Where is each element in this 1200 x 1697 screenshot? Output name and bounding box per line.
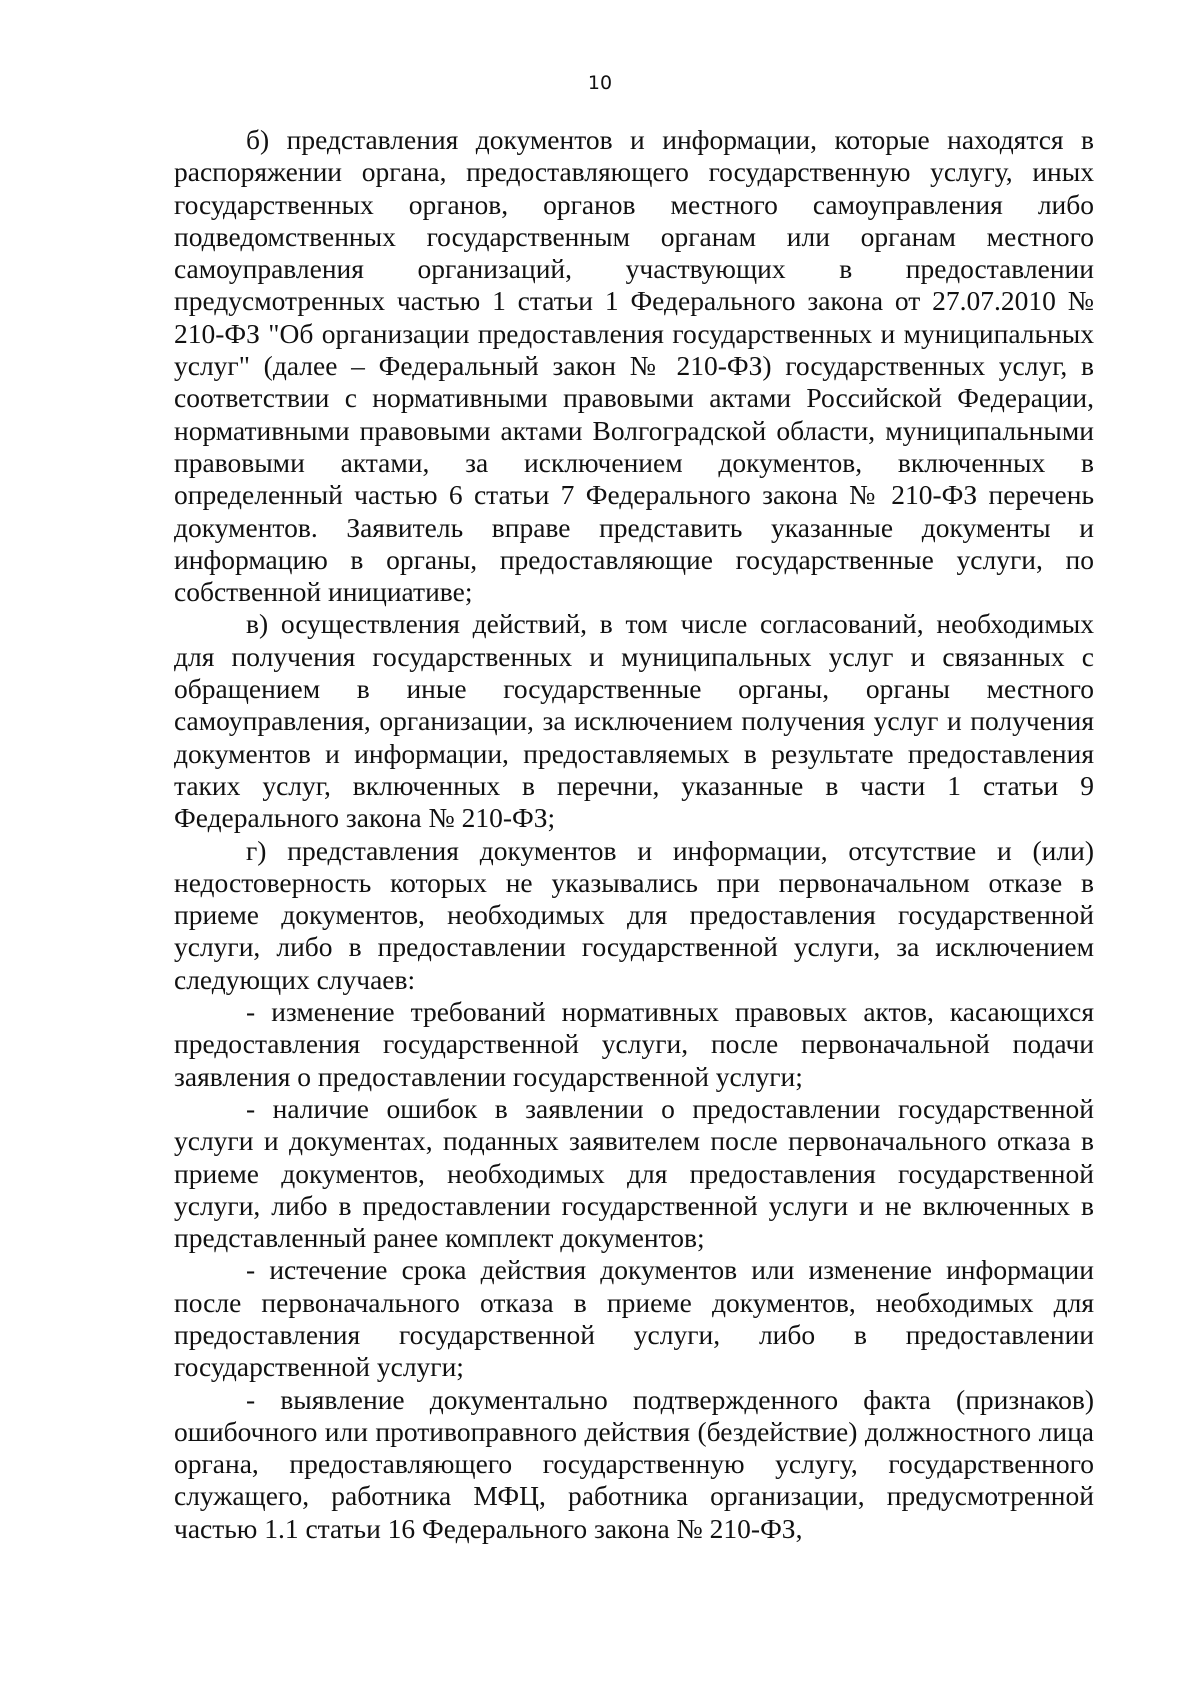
- document-body: [174, 124, 1094, 1545]
- page-number: 10: [587, 72, 613, 94]
- list-item-document-expiry: - истечение срока действия документов или изменение информации после первоначального отказа в приеме документов, необходимых для предоставления государственной услуги, либо в предоставлении государственной услуги;: [174, 1254, 1094, 1383]
- list-item-unlawful-action: - выявление документально подтвержденного факта (признаков) ошибочного или противоправного действия (бездействие) должностного лица органа, предоставляющего государственную услугу, государственного служащего, работника МФЦ, работника организации, предусмотренной частью 1.1 статьи 16 Федерального закона № 210-ФЗ,: [174, 1383, 1094, 1544]
- paragraph-v: в) осуществления действий, в том числе согласований, необходимых для получения государственных и муниципальных услуг и связанных с обращением в иные государственные органы, органы местного самоуправления, организации, за исключением получения услуг и получения документов и информации, предоставляемых в результате предоставления таких услуг, включенных в перечни, указанные в части 1 статьи 9 Федерального закона № 210-ФЗ;: [174, 608, 1094, 834]
- list-item-requirements-change: - изменение требований нормативных правовых актов, касающихся предоставления государственной услуги, после первоначальной подачи заявления о предоставлении государственной услуги;: [174, 996, 1094, 1092]
- paragraph-b: б) представления документов и информации, которые находятся в распоряжении органа, предоставляющего государственную услугу, иных государственных органов, органов местного самоуправления либо подведомственных государственным органам или органам местного самоуправления организаций, участвующих в предоставлении предусмотренных частью 1 статьи 1 Федерального закона от 27.07.2010 № 210-ФЗ "Об организации предоставления государственных и муниципальных услуг" (далее – Федеральный закон № 210-ФЗ) государственных услуг, в соответствии с нормативными правовыми актами Российской Федерации, нормативными правовыми актами Волгоградской области, муниципальными правовыми актами, за исключением документов, включенных в определенный частью 6 статьи 7 Федерального закона № 210-ФЗ перечень документов. Заявитель вправе представить указанные документы и информацию в органы, предоставляющие государственные услуги, по собственной инициативе;: [174, 124, 1094, 608]
- list-item-errors-in-application: - наличие ошибок в заявлении о предоставлении государственной услуги и документах, поданных заявителем после первоначального отказа в приеме документов, необходимых для предоставления государственной услуги, либо в предоставлении государственной услуги и не включенных в представленный ранее комплект документов;: [174, 1092, 1094, 1254]
- paragraph-g: г) представления документов и информации, отсутствие и (или) недостоверность которых не указывались при первоначальном отказе в приеме документов, необходимых для предоставления государственной услуги, либо в предоставлении государственной услуги, за исключением следующих случаев:: [174, 834, 1094, 995]
